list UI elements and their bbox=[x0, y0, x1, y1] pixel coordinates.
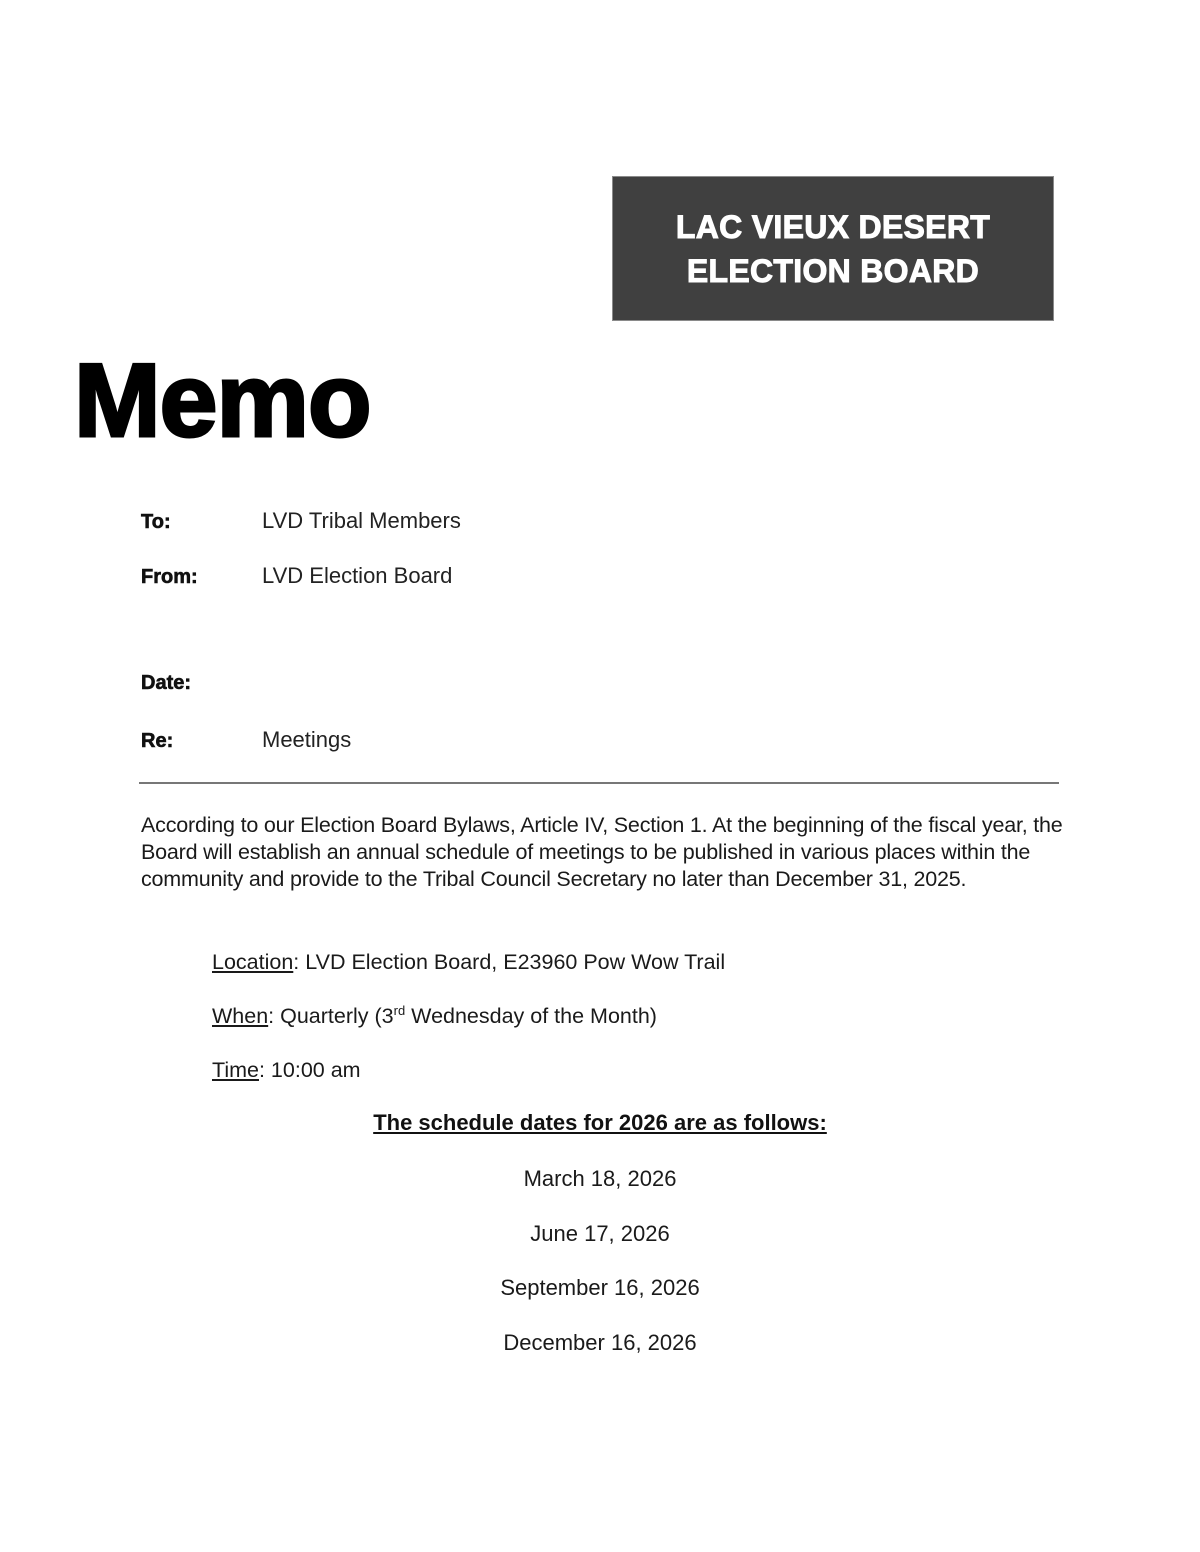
re-label: Re: bbox=[141, 730, 174, 752]
organization-banner bbox=[613, 177, 1053, 320]
header-re-row bbox=[141, 727, 351, 757]
location-value: : LVD Election Board, E23960 Pow Wow Trail bbox=[293, 950, 726, 974]
when-line bbox=[212, 1002, 657, 1030]
from-label: From: bbox=[141, 566, 198, 588]
organization-name-line-1: LAC VIEUX DESERT bbox=[675, 208, 991, 245]
schedule-heading: The schedule dates for 2026 are as follows: bbox=[373, 1110, 827, 1135]
schedule-date: December 16, 2026 bbox=[503, 1329, 697, 1355]
re-value: Meetings bbox=[262, 727, 352, 752]
to-value: LVD Tribal Members bbox=[262, 508, 461, 533]
schedule-date: March 18, 2026 bbox=[523, 1166, 677, 1191]
time-line bbox=[212, 1056, 361, 1084]
location-line bbox=[212, 948, 725, 976]
when-value-prefix: : Quarterly (3 bbox=[268, 1004, 394, 1028]
header-from-row bbox=[141, 563, 452, 593]
header-to-row bbox=[141, 508, 461, 538]
when-ordinal-suffix: rd bbox=[393, 1003, 406, 1018]
header-date-row bbox=[141, 672, 262, 702]
organization-name-line-2: ELECTION BOARD bbox=[686, 252, 980, 289]
schedule-date: September 16, 2026 bbox=[500, 1275, 700, 1300]
from-value: LVD Election Board bbox=[262, 563, 453, 588]
date-label: Date: bbox=[141, 672, 192, 694]
memo-title: Memo bbox=[74, 343, 371, 459]
body-paragraph: According to our Election Board Bylaws, Article IV, Section 1. At the beginning of the fiscal year, the Board will establish an annual schedule of meetings to be published in various places within the community and provide to the Tribal Council Secretary no later than December 31, 2025. bbox=[141, 813, 1063, 891]
when-value-suffix: Wednesday of the Month) bbox=[405, 1004, 657, 1028]
schedule-dates-list bbox=[0, 1164, 1200, 1382]
schedule-date: June 17, 2026 bbox=[530, 1220, 670, 1246]
header-divider bbox=[139, 782, 1059, 784]
time-label: Time bbox=[212, 1058, 259, 1082]
location-label: Location bbox=[212, 950, 294, 974]
to-label: To: bbox=[141, 511, 171, 533]
time-value: : 10:00 am bbox=[258, 1058, 361, 1082]
when-label: When bbox=[212, 1004, 269, 1028]
